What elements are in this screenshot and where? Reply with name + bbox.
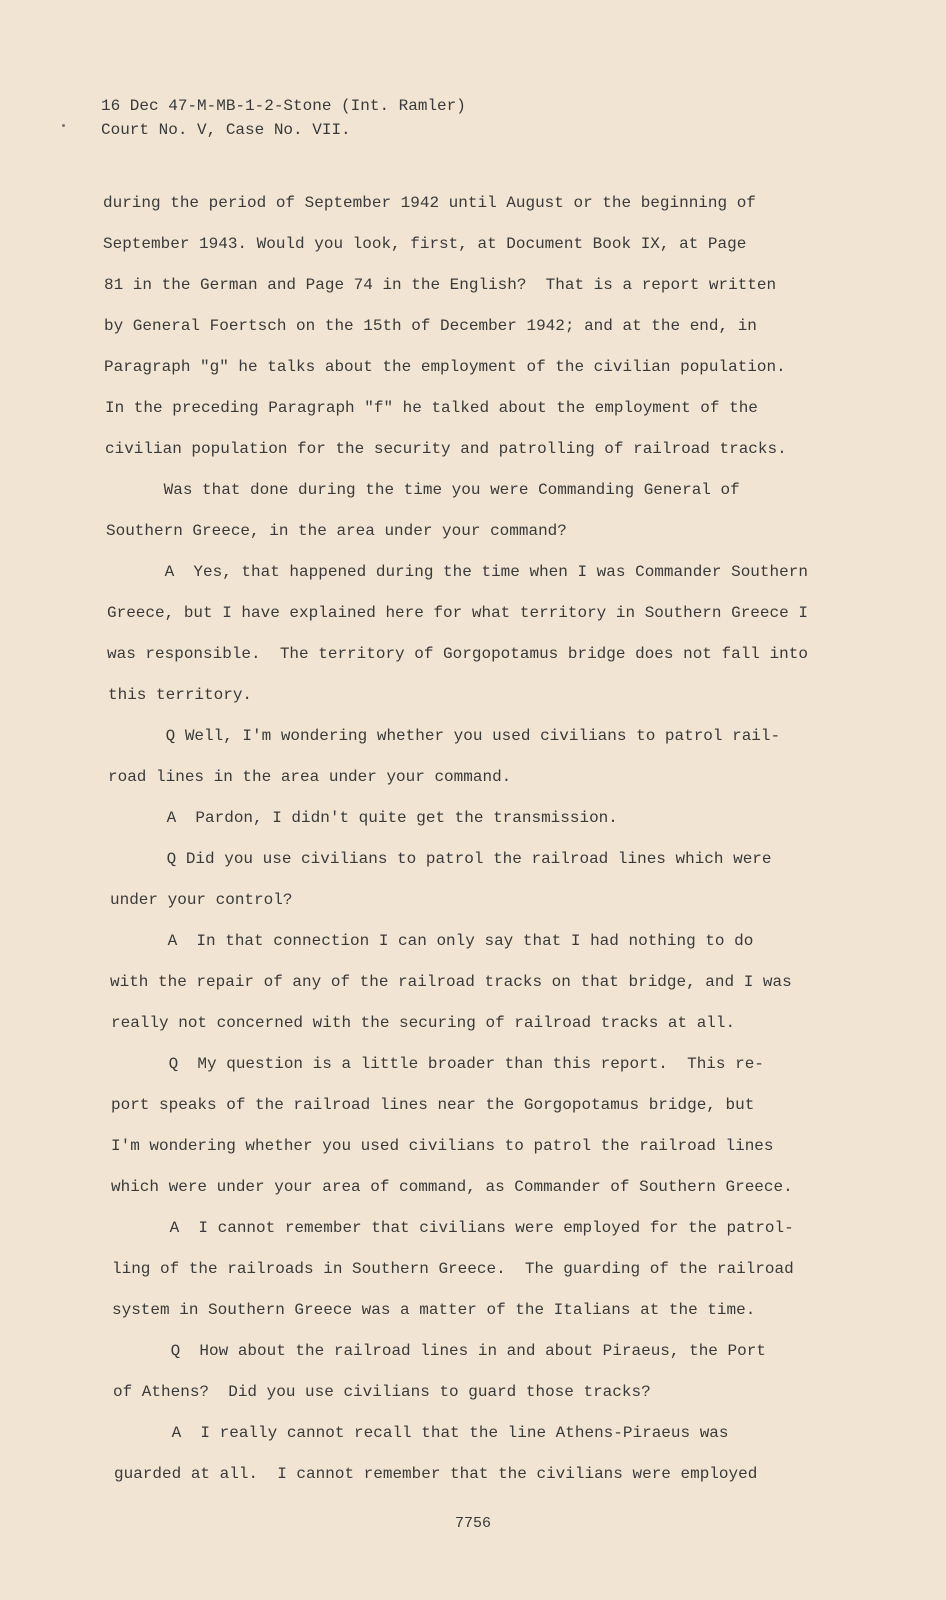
- transcript-line: [103, 276, 863, 317]
- transcript-line-text: was responsible. The territory of Gorgopotamus bridge does not fall into: [107, 645, 808, 663]
- transcript-line: [103, 1137, 863, 1178]
- transcript-line: [103, 1014, 863, 1055]
- transcript-line-text: with the repair of any of the railroad tracks on that bridge, and I was: [110, 973, 792, 991]
- page-number: 7756: [454, 1515, 491, 1532]
- transcript-line: [103, 850, 863, 891]
- transcript-line: [103, 686, 863, 727]
- transcript-line-text: this territory.: [108, 686, 253, 704]
- transcript-line: [103, 194, 863, 235]
- transcript-line: [103, 481, 863, 522]
- transcript-line: [103, 522, 863, 563]
- transcript-line: [103, 235, 863, 276]
- transcript-line-text: system in Southern Greece was a matter of the Italians at the time.: [112, 1301, 756, 1319]
- transcript-line: [103, 932, 863, 973]
- transcript-line-text: which were under your area of command, as Commander of Southern Greece.: [111, 1178, 793, 1196]
- transcript-line-text: port speaks of the railroad lines near the Gorgopotamus bridge, but: [111, 1096, 755, 1114]
- transcript-line-text: I'm wondering whether you used civilians to patrol the railroad lines: [111, 1137, 774, 1155]
- transcript-line: [103, 563, 863, 604]
- transcript-line-text: during the period of September 1942 until August or the beginning of: [103, 194, 756, 212]
- transcript-line: [103, 440, 863, 481]
- transcript-line-text: civilian population for the security and patrolling of railroad tracks.: [105, 440, 787, 458]
- transcript-line-text: Paragraph "g" he talks about the employment of the civilian population.: [104, 358, 786, 376]
- transcript-line-text: Q My question is a little broader than this report. This re-: [111, 1055, 764, 1073]
- document-header: [101, 94, 466, 142]
- transcript-line-text: under your control?: [110, 891, 293, 909]
- header-line-1: 16 Dec 47-M-MB-1-2-Stone (Int. Ramler): [101, 97, 466, 115]
- transcript-line: [103, 809, 863, 850]
- transcript-line-text: Southern Greece, in the area under your command?: [106, 522, 567, 540]
- transcript-line: [103, 645, 863, 686]
- transcript-line: [103, 399, 863, 440]
- transcript-line: [103, 1055, 863, 1096]
- header-line-2: Court No. V, Case No. VII.: [101, 121, 351, 139]
- transcript-line: [103, 973, 863, 1014]
- transcript-line: [103, 1383, 863, 1424]
- transcript-line: [103, 1178, 863, 1219]
- transcript-line-text: Q How about the railroad lines in and about Piraeus, the Port: [113, 1342, 766, 1360]
- transcript-line-text: by General Foertsch on the 15th of December 1942; and at the end, in: [104, 317, 757, 335]
- transcript-body: [103, 194, 863, 1506]
- transcript-line: [103, 1096, 863, 1137]
- transcript-line: [103, 768, 863, 809]
- transcript-line: [103, 1219, 863, 1260]
- transcript-line: [103, 1260, 863, 1301]
- transcript-line-text: A I cannot remember that civilians were employed for the patrol-: [112, 1219, 794, 1237]
- transcript-line: [103, 891, 863, 932]
- transcript-line-text: Greece, but I have explained here for what territory in Southern Greece I: [107, 604, 808, 622]
- transcript-line: [103, 1465, 863, 1506]
- transcript-line: [103, 727, 863, 768]
- margin-mark: [62, 124, 65, 127]
- transcript-line-text: September 1943. Would you look, first, at Document Book IX, at Page: [103, 235, 747, 253]
- transcript-line-text: Q Well, I'm wondering whether you used civilians to patrol rail-: [108, 727, 781, 745]
- transcript-line: [103, 604, 863, 645]
- transcript-line-text: really not concerned with the securing of railroad tracks at all.: [111, 1014, 736, 1032]
- transcript-line-text: A In that connection I can only say that I had nothing to do: [110, 932, 754, 950]
- transcript-line-text: Q Did you use civilians to patrol the railroad lines which were: [109, 850, 772, 868]
- transcript-line-text: A Pardon, I didn't quite get the transmission.: [109, 809, 618, 827]
- transcript-line: [103, 1424, 863, 1465]
- transcript-line: [103, 1301, 863, 1342]
- transcript-line-text: 81 in the German and Page 74 in the English? That is a report written: [104, 276, 777, 294]
- transcript-line: [103, 358, 863, 399]
- transcript-line-text: guarded at all. I cannot remember that the civilians were employed: [114, 1465, 758, 1483]
- transcript-line-text: road lines in the area under your command.: [108, 768, 512, 786]
- transcript-line-text: of Athens? Did you use civilians to guard those tracks?: [113, 1383, 651, 1401]
- transcript-line-text: In the preceding Paragraph "f" he talked about the employment of the: [105, 399, 758, 417]
- transcript-line-text: Was that done during the time you were Commanding General of: [106, 481, 740, 499]
- transcript-line-text: A I really cannot recall that the line Athens-Piraeus was: [114, 1424, 729, 1442]
- transcript-line-text: ling of the railroads in Southern Greece. The guarding of the railroad: [112, 1260, 794, 1278]
- transcript-line-text: A Yes, that happened during the time when I was Commander Southern: [107, 563, 808, 581]
- transcript-line: [103, 317, 863, 358]
- transcript-line: [103, 1342, 863, 1383]
